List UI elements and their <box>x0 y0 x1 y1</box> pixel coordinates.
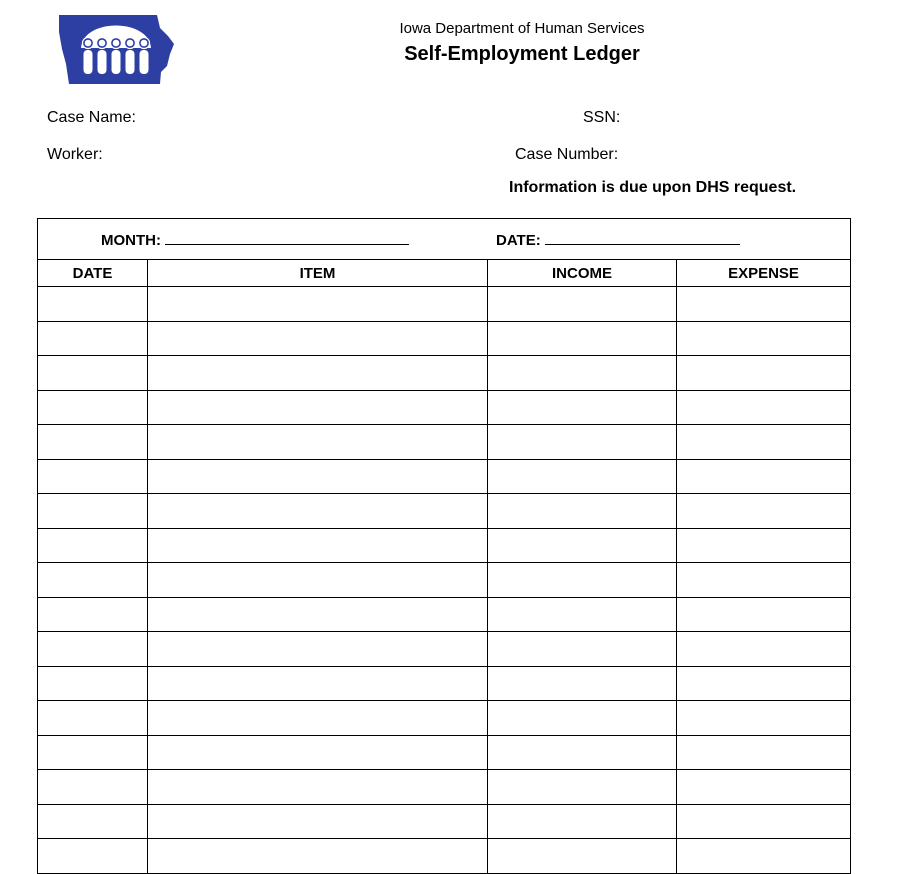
item-cell[interactable] <box>148 839 488 874</box>
expense-cell[interactable] <box>677 287 851 322</box>
month-label: MONTH: <box>101 232 161 249</box>
table-row <box>38 321 851 356</box>
table-row <box>38 459 851 494</box>
date-cell[interactable] <box>38 459 148 494</box>
item-cell[interactable] <box>148 632 488 667</box>
income-cell[interactable] <box>488 804 677 839</box>
income-cell[interactable] <box>488 597 677 632</box>
item-cell[interactable] <box>148 804 488 839</box>
expense-cell[interactable] <box>677 390 851 425</box>
period-row <box>38 219 851 260</box>
expense-cell[interactable] <box>677 494 851 529</box>
income-cell[interactable] <box>488 563 677 598</box>
table-row <box>38 287 851 322</box>
table-row <box>38 563 851 598</box>
ledger-table <box>37 218 851 874</box>
date-cell[interactable] <box>38 494 148 529</box>
expense-cell[interactable] <box>677 356 851 391</box>
table-row <box>38 632 851 667</box>
date-cell[interactable] <box>38 839 148 874</box>
income-cell[interactable] <box>488 459 677 494</box>
date-cell[interactable] <box>38 528 148 563</box>
table-row <box>38 804 851 839</box>
item-cell[interactable] <box>148 459 488 494</box>
income-cell[interactable] <box>488 494 677 529</box>
date-cell[interactable] <box>38 632 148 667</box>
income-cell[interactable] <box>488 735 677 770</box>
item-cell[interactable] <box>148 701 488 736</box>
agency-name: Iowa Department of Human Services <box>399 20 645 37</box>
expense-cell[interactable] <box>677 735 851 770</box>
column-header-date: DATE <box>38 260 148 287</box>
item-cell[interactable] <box>148 287 488 322</box>
table-row <box>38 494 851 529</box>
item-cell[interactable] <box>148 770 488 805</box>
income-cell[interactable] <box>488 356 677 391</box>
income-cell[interactable] <box>488 701 677 736</box>
date-cell[interactable] <box>38 425 148 460</box>
expense-cell[interactable] <box>677 459 851 494</box>
date-cell[interactable] <box>38 770 148 805</box>
item-cell[interactable] <box>148 528 488 563</box>
expense-cell[interactable] <box>677 804 851 839</box>
item-cell[interactable] <box>148 563 488 598</box>
date-cell[interactable] <box>38 666 148 701</box>
table-row <box>38 701 851 736</box>
table-row <box>38 597 851 632</box>
expense-cell[interactable] <box>677 632 851 667</box>
table-row <box>38 770 851 805</box>
expense-cell[interactable] <box>677 666 851 701</box>
date-label: DATE: <box>496 232 541 249</box>
iowa-dhs-logo <box>57 14 175 85</box>
item-cell[interactable] <box>148 390 488 425</box>
worker-label: Worker: <box>47 146 103 163</box>
table-row <box>38 839 851 874</box>
item-cell[interactable] <box>148 356 488 391</box>
date-cell[interactable] <box>38 287 148 322</box>
date-cell[interactable] <box>38 356 148 391</box>
expense-cell[interactable] <box>677 425 851 460</box>
date-cell[interactable] <box>38 701 148 736</box>
date-fill-line[interactable] <box>545 230 740 245</box>
item-cell[interactable] <box>148 321 488 356</box>
income-cell[interactable] <box>488 666 677 701</box>
date-cell[interactable] <box>38 597 148 632</box>
expense-cell[interactable] <box>677 597 851 632</box>
expense-cell[interactable] <box>677 321 851 356</box>
table-row <box>38 666 851 701</box>
date-cell[interactable] <box>38 563 148 598</box>
income-cell[interactable] <box>488 770 677 805</box>
ssn-label: SSN: <box>583 109 621 126</box>
table-row <box>38 425 851 460</box>
item-cell[interactable] <box>148 735 488 770</box>
item-cell[interactable] <box>148 597 488 632</box>
expense-cell[interactable] <box>677 563 851 598</box>
column-header-income: INCOME <box>488 260 677 287</box>
item-cell[interactable] <box>148 494 488 529</box>
table-row <box>38 528 851 563</box>
date-cell[interactable] <box>38 804 148 839</box>
table-row <box>38 390 851 425</box>
date-cell[interactable] <box>38 390 148 425</box>
income-cell[interactable] <box>488 528 677 563</box>
date-cell[interactable] <box>38 735 148 770</box>
month-fill-line[interactable] <box>165 230 409 245</box>
table-row <box>38 735 851 770</box>
item-cell[interactable] <box>148 425 488 460</box>
income-cell[interactable] <box>488 632 677 667</box>
income-cell[interactable] <box>488 425 677 460</box>
expense-cell[interactable] <box>677 839 851 874</box>
income-cell[interactable] <box>488 390 677 425</box>
expense-cell[interactable] <box>677 528 851 563</box>
case-name-label: Case Name: <box>47 109 136 126</box>
expense-cell[interactable] <box>677 770 851 805</box>
item-cell[interactable] <box>148 666 488 701</box>
due-notice: Information is due upon DHS request. <box>509 179 797 196</box>
income-cell[interactable] <box>488 321 677 356</box>
income-cell[interactable] <box>488 287 677 322</box>
table-row <box>38 356 851 391</box>
column-header-item: ITEM <box>148 260 488 287</box>
income-cell[interactable] <box>488 839 677 874</box>
column-header-expense: EXPENSE <box>677 260 851 287</box>
expense-cell[interactable] <box>677 701 851 736</box>
date-cell[interactable] <box>38 321 148 356</box>
ledger-rows <box>38 287 851 874</box>
page-title: Self-Employment Ledger <box>404 43 640 65</box>
case-number-label: Case Number: <box>515 146 619 163</box>
